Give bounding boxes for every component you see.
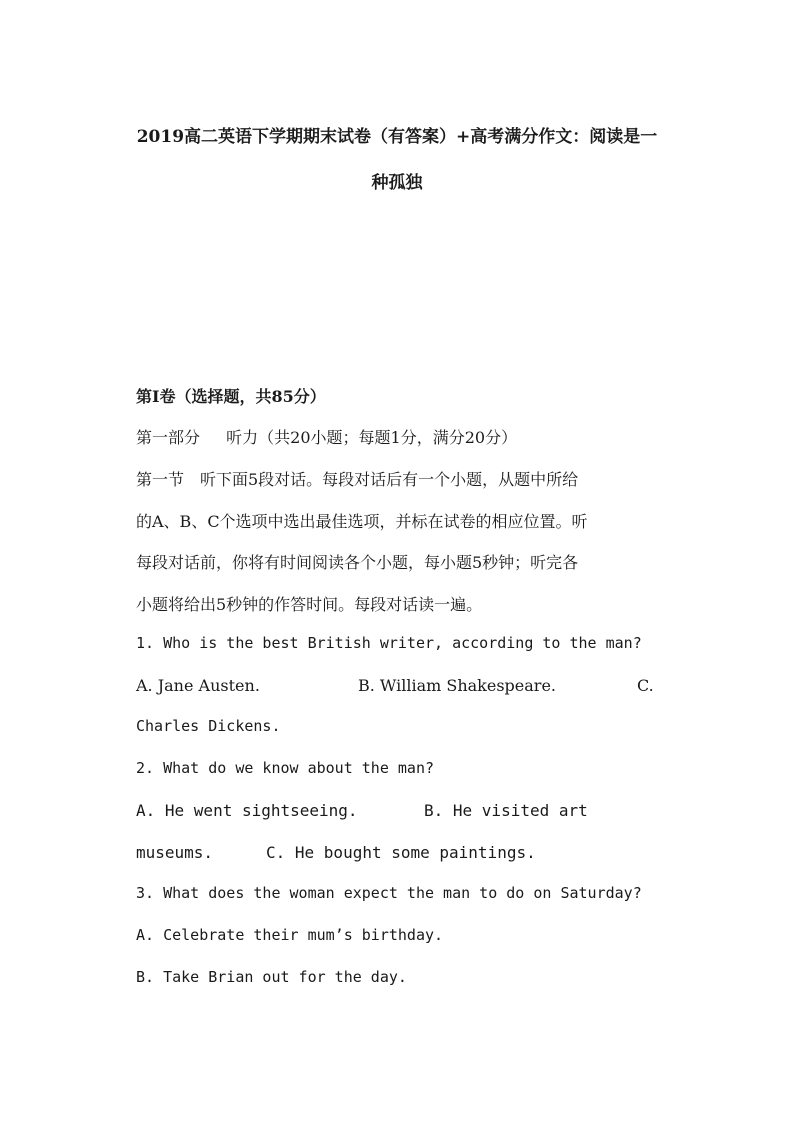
section-heading: 第Ⅰ卷（选择题，共85分） (136, 387, 326, 406)
question-3-option-a: A. Celebrate their mum’s birthday. (136, 926, 444, 944)
part-heading: 第一部分 听力（共20小题；每题1分，满分20分） (136, 428, 518, 447)
question-2-option-a: A. He went sightseeing. (136, 801, 358, 820)
document-title-line-2: 种孤独 (371, 173, 423, 193)
question-2-option-b-part2: museums. (136, 843, 214, 862)
section1-intro-line-4: 小题将给出5秒钟的作答时间。每段对话读一遍。 (136, 595, 483, 614)
question-1-option-b: B. William Shakespeare. (358, 676, 556, 695)
question-2-option-b-part1: B. He visited art (424, 801, 588, 820)
document-title-line-1: 2019高二英语下学期期末试卷（有答案）+高考满分作文：阅读是一 (136, 127, 658, 147)
question-1-option-a: A. Jane Austen. (136, 676, 260, 695)
question-1-stem: 1. Who is the best British writer, according to the man? (136, 634, 642, 652)
question-1-option-c-text: Charles Dickens. (136, 717, 281, 735)
section1-intro-line-2: 的A、B、C个选项中选出最佳选项，并标在试卷的相应位置。听 (136, 512, 588, 531)
question-1-option-c-prefix: C. (637, 676, 654, 695)
section1-intro-line-1: 第一节 听下面5段对话。每段对话后有一个小题，从题中所给 (136, 470, 579, 489)
question-2-stem: 2. What do we know about the man? (136, 759, 435, 777)
question-2-option-c: C. He bought some paintings. (266, 843, 536, 862)
section1-intro-line-3: 每段对话前，你将有时间阅读各个小题，每小题5秒钟；听完各 (136, 553, 579, 572)
question-3-stem: 3. What does the woman expect the man to do on Saturday? (136, 884, 642, 902)
question-3-option-b: B. Take Brian out for the day. (136, 968, 407, 986)
